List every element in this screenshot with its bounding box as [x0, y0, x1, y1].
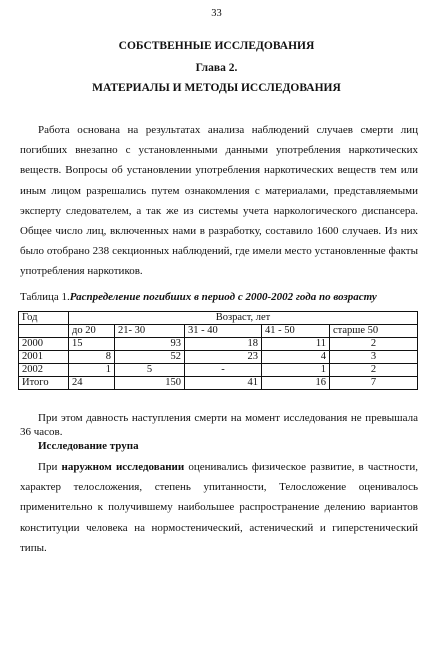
- table-cell: 41: [185, 377, 262, 390]
- paragraph3-prefix: При: [38, 461, 62, 473]
- table-cell: 2: [330, 338, 418, 351]
- table-total-row: [19, 377, 418, 390]
- chapter-title: МАТЕРИАЛЫ И МЕТОДЫ ИССЛЕДОВАНИЯ: [92, 82, 341, 94]
- row-year: 2001: [19, 351, 69, 364]
- header-age-group: 31 - 40: [185, 325, 262, 338]
- header-age-group: 41 - 50: [262, 325, 330, 338]
- table-cell: 7: [330, 377, 418, 390]
- table-cell: 18: [185, 338, 262, 351]
- table-cell: 11: [262, 338, 330, 351]
- table-cell: 23: [185, 351, 262, 364]
- subheading-corpse-examination: Исследование трупа: [38, 440, 139, 452]
- header-blank: [19, 325, 69, 338]
- paragraph-external-examination: [20, 457, 418, 558]
- row-year: 2002: [19, 364, 69, 377]
- page-number: 33: [211, 8, 222, 19]
- table-cell: 93: [115, 338, 185, 351]
- paragraph3-bold-term: наружном исследовании: [61, 461, 185, 473]
- table-cell: 2: [330, 364, 418, 377]
- table-cell: 1: [69, 364, 115, 377]
- table-cell: 3: [330, 351, 418, 364]
- table-cell: 52: [115, 351, 185, 364]
- table-subheader-row: [19, 325, 418, 338]
- table-cell: 4: [262, 351, 330, 364]
- paragraph3-rest: оценивались физическое развитие, в частности, характер телосложения, степень упитанности, Телосложение оценивалось применительно к получившему наибольшее распространение делению вариантов конституции человека на нормостенический, астенический и гиперстенический типы.: [20, 461, 418, 554]
- paragraph-intro: Работа основана на результатах анализа наблюдений случаев смерти лиц погибших внезапно с установленными данными употребления наркотических веществ. Вопросы об установлении употребления наркотических веществ тем или иным лицом разрешались путем ознакомления с материалами, представляемыми эксперту следователем, а так же из системы учета наркологического диспансера. Общее число лиц, включенных нами в разработку, составило 1600 случаев. Из них было отобрано 238 секционных наблюдений, где имели место установленные факты употребления наркотиков.: [20, 124, 418, 278]
- table-cell: 15: [69, 338, 115, 351]
- row-year: 2000: [19, 338, 69, 351]
- table-row: [19, 338, 418, 351]
- chapter-heading: Глава 2.: [195, 62, 238, 74]
- table-caption-prefix: Таблица 1.: [20, 291, 70, 303]
- table-cell: 16: [262, 377, 330, 390]
- table-cell: -: [185, 364, 262, 377]
- table-row: [19, 364, 418, 377]
- table-cell: 1: [262, 364, 330, 377]
- header-age-group: 21- 30: [115, 325, 185, 338]
- table-cell: 150: [115, 377, 185, 390]
- table-cell: 8: [69, 351, 115, 364]
- header-year: Год: [19, 312, 69, 325]
- age-distribution-table: [18, 311, 418, 390]
- section-heading: СОБСТВЕННЫЕ ИССЛЕДОВАНИЯ: [118, 40, 315, 52]
- table-cell: 5: [115, 364, 185, 377]
- header-age-group: до 20: [69, 325, 115, 338]
- table-cell: 24: [69, 377, 115, 390]
- table-caption-title: Распределение погибших в период с 2000-2002 года по возрасту: [69, 291, 377, 303]
- paragraph-time-of-death: При этом давность наступления смерти на момент исследования не превышала 36 часов.: [20, 412, 418, 438]
- header-age-group: старше 50: [330, 325, 418, 338]
- header-age: Возраст, лет: [69, 312, 418, 325]
- row-year: Итого: [19, 377, 69, 390]
- table-header-row: [19, 312, 418, 325]
- table-caption: [20, 291, 420, 303]
- table-row: [19, 351, 418, 364]
